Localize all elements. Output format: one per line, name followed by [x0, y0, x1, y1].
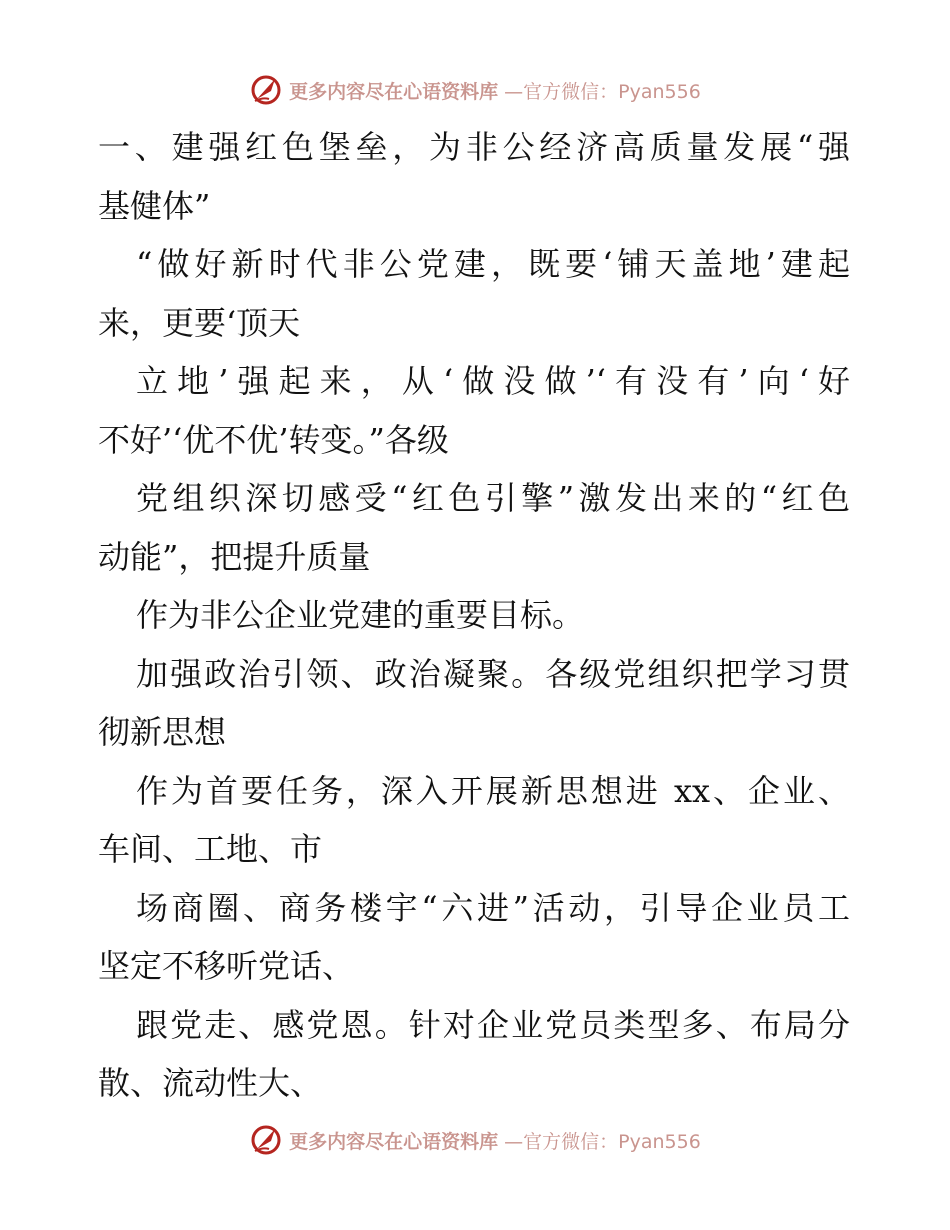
text-line: 场商圈、商务楼宇“六进”活动，引导企业员工 — [136, 888, 850, 927]
watermark-main-text: 更多内容尽在心语资料库 — [289, 80, 499, 103]
watermark-sub-text: —官方微信：Pyan556 — [504, 80, 701, 103]
text-line: 基健体” — [98, 186, 211, 225]
text-line: 车间、工地、市 — [98, 830, 323, 868]
text-line: 散、流动性大、 — [98, 1064, 323, 1102]
text-line: “做好新时代非公党建，既要‘铺天盖地’建起 — [136, 245, 850, 283]
text-line: 彻新思想 — [98, 713, 227, 751]
watermark-main-text: 更多内容尽在心语资料库 — [289, 1130, 499, 1153]
text-line: 动能”，把提升质量 — [98, 537, 371, 576]
footer-watermark — [0, 1120, 950, 1160]
text-line: 来，更要‘顶天 — [98, 303, 301, 342]
text-line: 立地’强起来，从‘做没做’‘有没有’向‘好 — [136, 362, 850, 400]
text-line: 作为非公企业党建的重要目标。 — [136, 596, 585, 634]
quill-logo-icon — [249, 73, 283, 107]
watermark-sub-text: —官方微信：Pyan556 — [504, 1130, 701, 1153]
document-body — [98, 118, 850, 1113]
text-line: 跟党走、感党恩。针对企业党员类型多、布局分 — [136, 1005, 850, 1044]
quill-logo-icon — [249, 1123, 283, 1157]
text-line: 作为首要任务，深入开展新思想进 xx、企业、 — [136, 771, 850, 810]
text-line: 加强政治引领、政治凝聚。各级党组织把学习贯 — [136, 654, 850, 693]
text-line: 党组织深切感受“红色引擎”激发出来的“红色 — [136, 479, 850, 517]
text-line: 坚定不移听党话、 — [98, 947, 355, 985]
text-line: 一、建强红色堡垒，为非公经济高质量发展“强 — [98, 128, 850, 166]
text-line: 不好’‘优不优’转变。”各级 — [98, 420, 449, 459]
header-watermark — [0, 70, 950, 110]
